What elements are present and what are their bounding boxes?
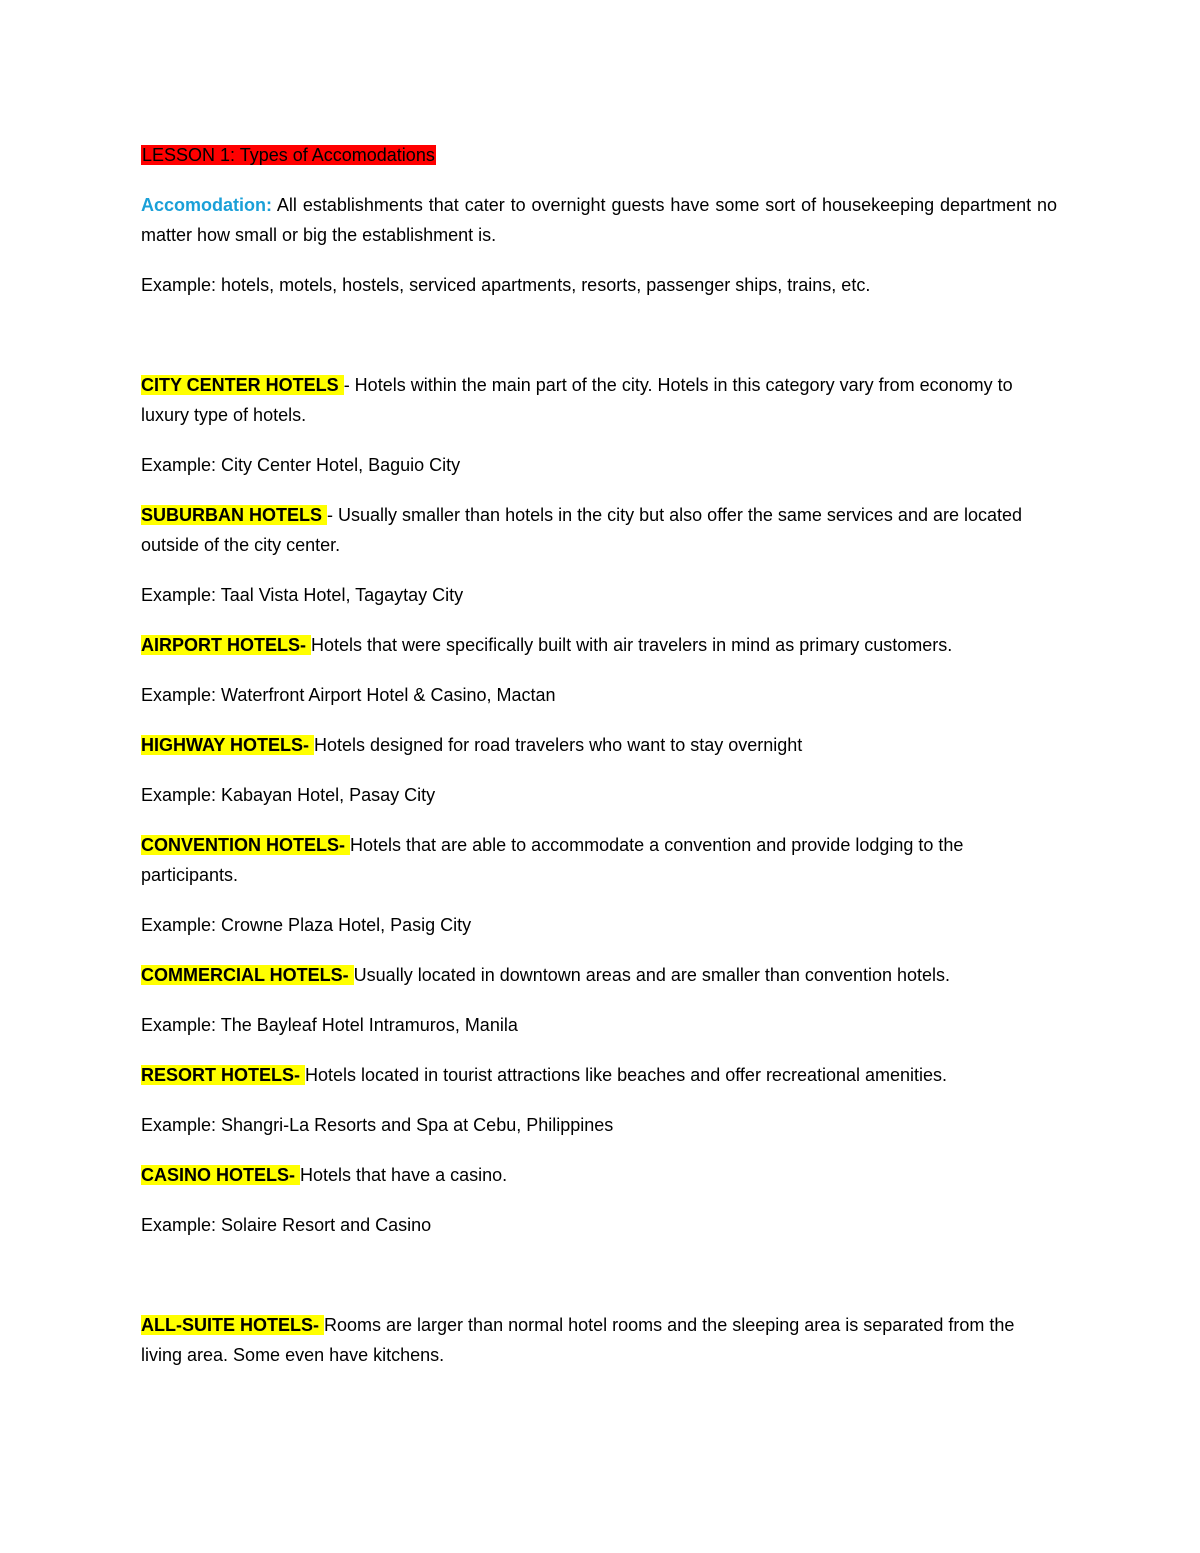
spacer	[141, 320, 1057, 370]
lesson-title: LESSON 1: Types of Accomodations	[142, 145, 435, 165]
section-definition	[141, 370, 1057, 430]
section-example: Example: Kabayan Hotel, Pasay City	[141, 785, 436, 805]
spacer	[141, 1260, 1057, 1310]
section-definition-text: Rooms are larger than normal hotel rooms and the sleeping area is separated from the living area. Some even have kitchens.	[141, 1315, 1015, 1365]
section-example: Example: Shangri-La Resorts and Spa at Cebu, Philippines	[141, 1115, 614, 1135]
section-definition	[141, 1060, 1057, 1090]
section-example: Example: The Bayleaf Hotel Intramuros, Manila	[141, 1015, 518, 1035]
section-definition-text: Hotels located in tourist attractions like beaches and offer recreational amenities.	[305, 1065, 948, 1085]
section-definition-text: - Hotels within the main part of the city. Hotels in this category vary from economy to luxury type of hotels.	[141, 375, 1013, 425]
section-term: CITY CENTER HOTELS	[141, 375, 344, 395]
section-term: HIGHWAY HOTELS-	[141, 735, 315, 755]
section-definition	[141, 1160, 1057, 1190]
section-example: Example: Crowne Plaza Hotel, Pasig City	[141, 915, 472, 935]
section-term: AIRPORT HOTELS-	[141, 635, 311, 655]
intro-term: Accomodation:	[141, 195, 273, 215]
section-example: Example: City Center Hotel, Baguio City	[141, 455, 461, 475]
section-term: SUBURBAN HOTELS	[141, 505, 328, 525]
section-definition	[141, 830, 1057, 890]
section-term: CASINO HOTELS-	[141, 1165, 301, 1185]
document-body	[141, 140, 1057, 1390]
section-definition	[141, 730, 1057, 760]
section-term: RESORT HOTELS-	[141, 1065, 306, 1085]
section-term: COMMERCIAL HOTELS-	[141, 965, 354, 985]
section-definition	[141, 630, 1057, 660]
section-definition-text: Hotels designed for road travelers who want to stay overnight	[314, 735, 803, 755]
section-definition-text: Hotels that were specifically built with air travelers in mind as primary customers.	[311, 635, 953, 655]
section-definition	[141, 500, 1057, 560]
section-definition-text: Hotels that have a casino.	[300, 1165, 508, 1185]
lesson-title-line	[141, 140, 1057, 170]
section-example: Example: Waterfront Airport Hotel & Casino, Mactan	[141, 685, 556, 705]
section-definition-text: - Usually smaller than hotels in the city but also offer the same services and are located outside of the city center.	[141, 505, 1023, 555]
intro-definition-text: All establishments that cater to overnight guests have some sort of housekeeping department no matter how small or big the establishment is.	[141, 195, 1057, 245]
section-definition-text: Hotels that are able to accommodate a convention and provide lodging to the participants.	[141, 835, 964, 885]
section-definition-text: Usually located in downtown areas and are smaller than convention hotels.	[353, 965, 951, 985]
intro-example: Example: hotels, motels, hostels, serviced apartments, resorts, passenger ships, trains, etc.	[141, 275, 871, 295]
section-term: ALL-SUITE HOTELS-	[141, 1315, 324, 1335]
section-definition	[141, 960, 1057, 990]
section-definition	[141, 1310, 1057, 1370]
intro-definition	[141, 190, 1057, 250]
section-term: CONVENTION HOTELS-	[141, 835, 351, 855]
section-example: Example: Taal Vista Hotel, Tagaytay City	[141, 585, 464, 605]
section-example: Example: Solaire Resort and Casino	[141, 1215, 432, 1235]
